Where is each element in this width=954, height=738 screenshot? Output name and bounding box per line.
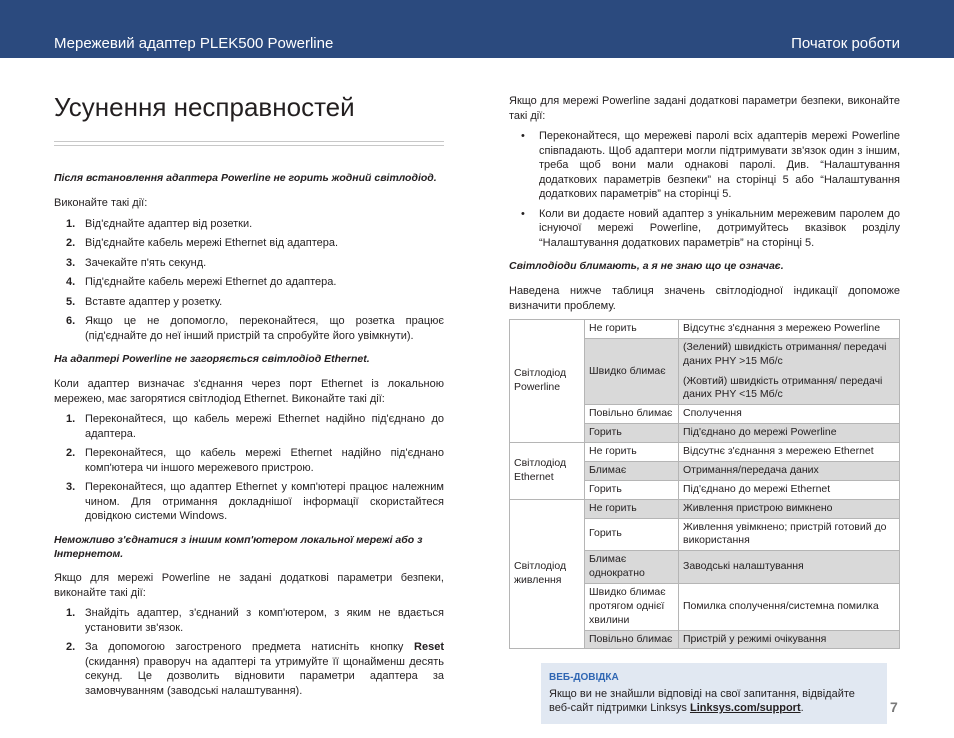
step-number: 6.	[66, 315, 76, 328]
step-text: Від'єднайте адаптер від розетки.	[85, 217, 253, 230]
step-text: Вставте адаптер у розетку.	[85, 295, 223, 308]
step-number: 3.	[66, 256, 76, 269]
list-item	[54, 217, 444, 232]
bullet-text: Коли ви додаєте новий адаптер з унікальним мережевим паролем до існуючої мережі Powerline, дотримуйтесь вказівок розділу “Налаштування додаткових параметрів” на сторінці 5.	[539, 207, 900, 249]
page-title: Усунення несправностей	[54, 92, 355, 122]
led-status-table	[509, 319, 900, 649]
right-column	[509, 94, 900, 724]
table-intro: Наведена нижче таблиця значень світлодіодної індикації допоможе визначити проблему.	[509, 285, 900, 312]
step-number: 1.	[66, 607, 76, 620]
led-group-powerline: Світлодіод Powerline	[510, 320, 585, 443]
led-meaning: Під'єднано до мережі Powerline	[679, 424, 900, 443]
led-meaning-yellow: (Жовтий) швидкість отримання/ передачі даних PHY <15 Мб/с	[683, 374, 883, 401]
web-help-box	[541, 663, 887, 723]
reset-button-label: Reset	[414, 641, 444, 654]
step-number: 4.	[66, 276, 76, 289]
table-row	[510, 499, 900, 518]
led-state: Не горить	[585, 320, 679, 339]
list-item	[54, 295, 444, 310]
security-bullets	[509, 129, 900, 250]
section-intro: Виконайте такі дії:	[54, 197, 148, 210]
led-state: Повільно блимає	[585, 630, 679, 649]
led-group-ethernet: Світлодіод Ethernet	[510, 443, 585, 500]
list-item	[54, 412, 444, 441]
header-section-name: Початок роботи	[791, 35, 900, 52]
page-header	[0, 0, 954, 58]
led-meaning: Отримання/передача даних	[679, 461, 900, 480]
led-group-power: Світлодіод живлення	[510, 499, 585, 649]
list-item	[54, 275, 444, 290]
led-meaning: Помилка сполучення/системна помилка	[679, 583, 900, 630]
section-intro: Коли адаптер визначає з'єднання через порт Ethernet із локальною мережею, має загорятися світлодіод Ethernet. Виконайте такі дії:	[54, 378, 444, 405]
left-column	[54, 92, 444, 709]
led-state: Повільно блимає	[585, 405, 679, 424]
led-state: Горить	[585, 518, 679, 551]
led-state: Блимає	[585, 461, 679, 480]
step-text: Знайдіть адаптер, з'єднаний з комп'ютером, з яким не вдається установити зв'язок.	[85, 607, 444, 634]
step-number: 1.	[66, 413, 76, 426]
led-meaning: Пристрій у режимі очікування	[679, 630, 900, 649]
web-help-body: Якщо ви не знайшли відповіді на свої запитання, відвідайте веб-сайт підтримки Linksys	[549, 687, 855, 715]
list-item	[54, 446, 444, 475]
section-intro: Якщо для мережі Powerline не задані додаткові параметри безпеки, виконайте такі дії:	[54, 572, 444, 599]
web-help-end: .	[800, 702, 804, 715]
table-row	[510, 320, 900, 339]
list-item	[509, 207, 900, 251]
step-number: 5.	[66, 295, 76, 308]
steps-list-no-connection	[54, 606, 444, 698]
led-meaning: Живлення увімкнено; пристрій готовий до використання	[679, 518, 900, 551]
section-heading-no-led: Після встановлення адаптера Powerline не горить жодний світлодіод.	[54, 172, 437, 185]
step-number: 3.	[66, 481, 76, 494]
led-state: Горить	[585, 480, 679, 499]
led-meaning	[679, 338, 900, 404]
list-item	[54, 640, 444, 698]
step-number: 2.	[66, 641, 76, 654]
steps-list-ethernet	[54, 412, 444, 524]
step-text: За допомогою загостреного предмета натисніть кнопку	[85, 641, 415, 654]
step-text: Якщо це не допомогло, переконайтеся, що розетка працює (під'єднайте до неї інший пристрій та спробуйте його увімкнути).	[85, 315, 444, 342]
step-text: Від'єднайте кабель мережі Ethernet від адаптера.	[85, 237, 339, 250]
support-link[interactable]: Linksys.com/support	[689, 702, 801, 715]
led-state: Швидко блимає	[585, 338, 679, 404]
bullet-text: Переконайтеся, що мережеві паролі всіх адаптерів мережі Powerline співпадають. Щоб адаптери могли підтримувати зв'язок один з іншим, треба щоб вони мали однакові паролі. Див. “Налаштування додаткових параметрів безпеки” на сторінці 5 або “Налаштування додаткових параметрів” на сторінці 5.	[539, 130, 900, 201]
led-meaning: Заводські налаштування	[679, 551, 900, 584]
steps-list-no-led	[54, 217, 444, 344]
title-divider	[54, 141, 444, 146]
security-intro: Якщо для мережі Powerline задані додаткові параметри безпеки, виконайте такі дії:	[509, 95, 900, 122]
list-item	[54, 606, 444, 635]
step-number: 1.	[66, 217, 76, 230]
section-heading-no-connection: Неможливо з'єднатися з іншим комп'ютером локальної мережі або з Інтернетом.	[54, 533, 423, 560]
step-text: Переконайтеся, що адаптер Ethernet у комп'ютері працює належним чином. Для отримання докладнішої інформації скористайтеся довідкою системи Windows.	[85, 481, 444, 523]
web-help-text	[549, 687, 879, 716]
step-number: 2.	[66, 447, 76, 460]
led-state: Не горить	[585, 499, 679, 518]
led-state: Блимає однократно	[585, 551, 679, 584]
step-number: 2.	[66, 237, 76, 250]
step-text: Зачекайте п'ять секунд.	[85, 256, 207, 269]
led-meaning: Сполучення	[679, 405, 900, 424]
led-meaning-green: (Зелений) швидкість отримання/ передачі даних PHY >15 Мб/с	[683, 340, 887, 367]
led-meaning: Під'єднано до мережі Ethernet	[679, 480, 900, 499]
bullet-icon: •	[521, 207, 525, 220]
led-state: Не горить	[585, 443, 679, 462]
header-product-name: Мережевий адаптер PLEK500 Powerline	[54, 35, 334, 52]
step-text: Переконайтеся, що кабель мережі Ethernet надійно під'єднано комп'ютера чи іншого мережевого пристрою.	[85, 447, 444, 474]
bullet-icon: •	[521, 130, 525, 143]
section-heading-led-meaning: Світлодіоди блимають, а я не знаю що це означає.	[509, 260, 784, 273]
led-meaning: Живлення пристрою вимкнено	[679, 499, 900, 518]
led-meaning: Відсутнє з'єднання з мережею Powerline	[679, 320, 900, 339]
section-heading-no-ethernet-led: На адаптері Powerline не загоряється світлодіод Ethernet.	[54, 353, 370, 366]
step-text: (скидання) праворуч на адаптері та утримуйте її щонайменш десять секунд. Це дозволить відновити параметри адаптера за замовчуванням (заводські налаштування).	[85, 655, 444, 697]
list-item	[54, 480, 444, 524]
web-help-title: ВЕБ-ДОВІДКА	[549, 672, 619, 684]
page-number: 7	[890, 699, 898, 715]
led-state: Швидко блимає протягом однієї хвилини	[585, 583, 679, 630]
step-text: Переконайтеся, що кабель мережі Ethernet надійно під'єднано до адаптера.	[85, 413, 444, 440]
led-state: Горить	[585, 424, 679, 443]
table-row	[510, 443, 900, 462]
step-text: Під'єднайте кабель мережі Ethernet до адаптера.	[85, 276, 337, 289]
list-item	[509, 129, 900, 202]
list-item	[54, 314, 444, 343]
list-item	[54, 256, 444, 271]
list-item	[54, 236, 444, 251]
led-meaning: Відсутнє з'єднання з мережею Ethernet	[679, 443, 900, 462]
